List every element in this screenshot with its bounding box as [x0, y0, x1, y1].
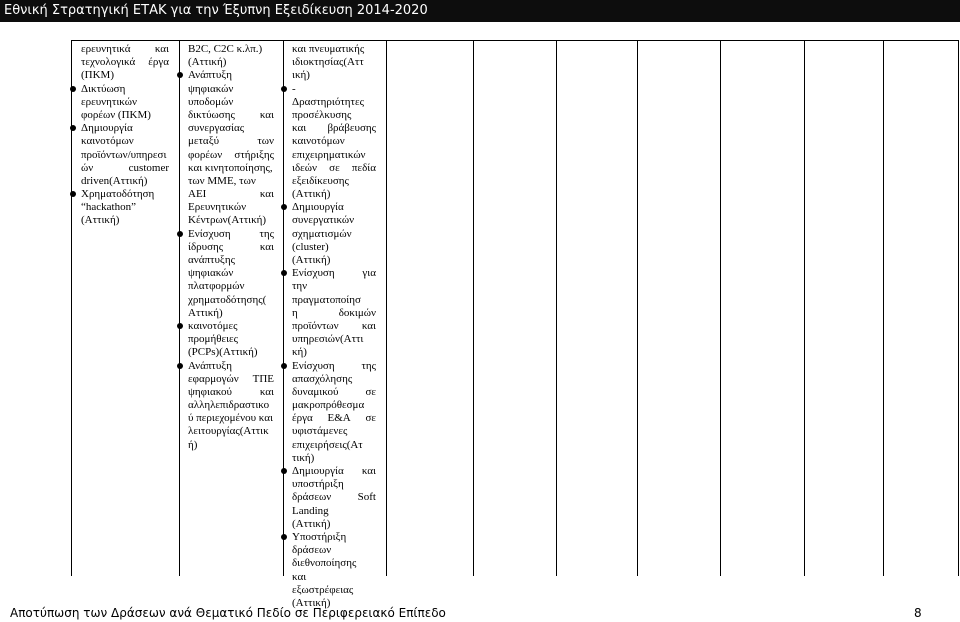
- cell-text: των: [257, 135, 274, 148]
- column-divider: [637, 40, 638, 576]
- cell-text-line: [292, 96, 376, 109]
- table-cell-column-3: [292, 43, 376, 610]
- cell-text: μακροπρόθεσμα: [292, 399, 365, 412]
- cell-text-line: [292, 43, 376, 56]
- column-divider: [179, 40, 180, 576]
- cell-text: Ενίσχυση: [292, 359, 335, 372]
- cell-text-line: [292, 241, 376, 254]
- cell-text-line: [81, 43, 169, 56]
- cell-text: των ΜΜΕ, των: [188, 174, 256, 187]
- cell-text: ύ περιεχομένου και: [188, 412, 273, 425]
- cell-text-line: [81, 135, 169, 148]
- cell-text: (Αττική): [188, 56, 227, 69]
- cell-text-line: [188, 228, 274, 241]
- cell-text-line: [188, 267, 274, 280]
- cell-text: ιδεών: [292, 161, 317, 174]
- cell-text: δυναμικού: [292, 385, 339, 398]
- document-title: Εθνική Στρατηγική ΕΤΑΚ για την Έξυπνη Εξειδίκευση 2014-2020: [4, 3, 428, 18]
- cell-text-line: [188, 201, 274, 214]
- table-top-border: [71, 40, 959, 41]
- cell-text: καινοτόμων: [81, 135, 134, 148]
- cell-text: Χρηματοδότηση: [81, 188, 155, 201]
- cell-text: ών: [81, 161, 94, 174]
- cell-text-line: [292, 478, 376, 491]
- cell-text-line: [188, 294, 274, 307]
- column-divider: [958, 40, 959, 576]
- cell-text: Υποστήριξη: [292, 530, 347, 543]
- cell-text: Αττική): [188, 306, 223, 319]
- bullet-icon: [281, 363, 287, 369]
- cell-text: την: [292, 280, 308, 293]
- cell-text: πεδία: [351, 161, 376, 174]
- cell-text: ή): [188, 438, 198, 451]
- cell-text: Δραστηριότητες: [292, 95, 364, 108]
- bullet-icon: [177, 323, 183, 329]
- cell-text-line: [188, 135, 274, 148]
- cell-text-line: [188, 399, 274, 412]
- cell-text: δράσεων: [292, 491, 332, 504]
- cell-text-line: [292, 584, 376, 597]
- cell-text-line: [188, 346, 274, 359]
- cell-text-line: [292, 399, 376, 412]
- column-divider: [71, 40, 72, 576]
- cell-text: (Αττική): [292, 596, 331, 609]
- cell-text: υποδομών: [188, 95, 234, 108]
- bullet-icon: [281, 204, 287, 210]
- cell-text-line: [188, 109, 274, 122]
- cell-text-line: [292, 425, 376, 438]
- cell-text-line: [81, 122, 169, 135]
- cell-text: έργα: [148, 56, 169, 69]
- cell-text-line: [292, 439, 376, 452]
- cell-text: Soft: [357, 491, 376, 504]
- bullet-icon: [70, 86, 76, 92]
- cell-text-line: [292, 320, 376, 333]
- cell-text: ιδιοκτησίας(Αττ: [292, 56, 364, 69]
- cell-text: κή): [292, 346, 307, 359]
- cell-text: driven(Αττική): [81, 174, 148, 187]
- cell-text: η: [292, 306, 298, 319]
- cell-text-line: [292, 307, 376, 320]
- cell-text: Δημιουργία: [292, 201, 344, 214]
- cell-text: customer: [128, 161, 169, 174]
- cell-text: και: [292, 570, 307, 583]
- cell-text-line: [292, 280, 376, 293]
- cell-text: Κέντρων(Αττική): [188, 214, 267, 227]
- cell-text: της: [259, 227, 274, 240]
- cell-text-line: [188, 241, 274, 254]
- cell-text: εφαρμογών: [188, 372, 239, 385]
- cell-text-line: [292, 254, 376, 267]
- cell-text: καινοτόμων: [292, 135, 345, 148]
- cell-text: -: [292, 82, 296, 95]
- cell-text-line: [81, 56, 169, 69]
- cell-text: φορέων: [188, 148, 223, 161]
- cell-text: επιχειρήσεις(Ατ: [292, 438, 363, 451]
- bullet-icon: [70, 125, 76, 131]
- cell-text: ίδρυσης: [188, 240, 224, 253]
- cell-text: υποστήριξη: [292, 478, 344, 491]
- cell-text: σε: [365, 385, 376, 398]
- cell-text-line: [188, 360, 274, 373]
- cell-text-line: [292, 135, 376, 148]
- cell-text: “hackathon”: [81, 201, 136, 214]
- cell-text-line: [292, 373, 376, 386]
- cell-text: και: [292, 122, 307, 135]
- cell-text: λειτουργίας(Αττικ: [188, 425, 269, 438]
- cell-text-line: [292, 452, 376, 465]
- column-divider: [720, 40, 721, 576]
- actions-table: [71, 40, 959, 609]
- table-cell-column-1: [81, 43, 169, 228]
- cell-text: Ενίσχυση: [188, 227, 231, 240]
- cell-text-line: [292, 162, 376, 175]
- cell-text-line: [81, 149, 169, 162]
- cell-text: χρηματοδότησης(: [188, 293, 267, 306]
- footer-caption: Αποτύπωση των Δράσεων ανά Θεματικό Πεδίο σε Περιφερειακό Επίπεδο: [10, 606, 446, 620]
- cell-text-line: [188, 439, 274, 452]
- column-divider: [883, 40, 884, 576]
- cell-text-line: [81, 214, 169, 227]
- cell-text: τική): [292, 451, 315, 464]
- cell-text: για: [362, 267, 376, 280]
- cell-text-line: [188, 333, 274, 346]
- cell-text: και: [259, 240, 274, 253]
- cell-text: Ερευνητικών: [188, 201, 247, 214]
- cell-text: (Αττική): [292, 254, 331, 266]
- cell-text-line: [292, 518, 376, 531]
- cell-text: υφιστάμενες: [292, 425, 348, 438]
- cell-text-line: [188, 162, 274, 175]
- cell-text: προμήθειες: [188, 333, 239, 346]
- cell-text: Δημιουργία: [81, 122, 133, 135]
- cell-text: προσέλκυσης: [292, 108, 352, 121]
- cell-text: μεταξύ: [188, 135, 220, 148]
- cell-text-line: [188, 412, 274, 425]
- cell-text-line: [292, 122, 376, 135]
- bullet-icon: [70, 191, 76, 197]
- cell-text: και: [361, 465, 376, 477]
- column-divider: [804, 40, 805, 576]
- cell-text: (ΠΚΜ): [81, 69, 114, 82]
- bullet-icon: [281, 270, 287, 276]
- cell-text: προϊόντων/υπηρεσι: [81, 148, 167, 161]
- cell-text-line: [292, 175, 376, 188]
- cell-text: στήριξης: [234, 148, 274, 161]
- cell-text-line: [81, 201, 169, 214]
- cell-text-line: [292, 149, 376, 162]
- cell-text-line: [81, 188, 169, 201]
- column-divider: [473, 40, 474, 576]
- cell-text-line: [81, 109, 169, 122]
- cell-text-line: [188, 386, 274, 399]
- cell-text: και πνευματικής: [292, 43, 365, 55]
- cell-text: Δημιουργία: [292, 465, 344, 477]
- cell-text: δράσεων: [292, 544, 332, 557]
- cell-text-line: [292, 201, 376, 214]
- cell-text: υπηρεσιών(Αττι: [292, 333, 364, 346]
- cell-text: ψηφιακού: [188, 385, 232, 398]
- cell-text-line: [292, 346, 376, 359]
- table-cell-column-2: [188, 43, 274, 452]
- cell-text: (Αττική): [292, 188, 331, 201]
- cell-text-line: [81, 83, 169, 96]
- bullet-icon: [177, 72, 183, 78]
- cell-text: Landing: [292, 504, 329, 517]
- cell-text-line: [188, 280, 274, 293]
- cell-text: της: [361, 359, 376, 372]
- cell-text-line: [188, 149, 274, 162]
- bullet-icon: [177, 231, 183, 237]
- cell-text-line: [188, 69, 274, 82]
- cell-text: ΤΠΕ: [252, 372, 274, 385]
- bullet-icon: [281, 468, 287, 474]
- cell-text: εξειδίκευσης: [292, 174, 349, 187]
- cell-text-line: [292, 83, 376, 96]
- cell-text-line: [292, 294, 376, 307]
- cell-text-line: [292, 412, 376, 425]
- cell-text: συνεργατικών: [292, 214, 355, 227]
- cell-text: δοκιμών: [338, 306, 376, 319]
- cell-text-line: [292, 56, 376, 69]
- cell-text: ανάπτυξης: [188, 254, 235, 266]
- bullet-icon: [281, 86, 287, 92]
- cell-text: καινοτόμες: [188, 319, 238, 332]
- cell-text: ψηφιακών: [188, 82, 234, 95]
- cell-text-line: [292, 505, 376, 518]
- cell-text-line: [292, 109, 376, 122]
- bullet-icon: [177, 363, 183, 369]
- cell-text: (cluster): [292, 240, 329, 253]
- cell-text: και: [154, 43, 169, 55]
- column-divider: [386, 40, 387, 576]
- cell-text: Ενίσχυση: [292, 267, 335, 280]
- cell-text: εξωστρέφειας: [292, 583, 354, 596]
- cell-text: Ανάπτυξη: [188, 359, 232, 372]
- cell-text-line: [292, 491, 376, 504]
- cell-text-line: [292, 544, 376, 557]
- cell-text-line: [81, 69, 169, 82]
- cell-text: πλατφορμών: [188, 280, 245, 293]
- cell-text-line: [292, 465, 376, 478]
- cell-text-line: [188, 425, 274, 438]
- cell-text: (Αττική): [292, 517, 331, 530]
- cell-text-line: [188, 320, 274, 333]
- cell-text-line: [188, 373, 274, 386]
- cell-text-line: [188, 188, 274, 201]
- cell-text: αλληλεπιδραστικο: [188, 399, 270, 412]
- cell-text: φορέων (ΠΚΜ): [81, 108, 151, 121]
- cell-text: σε: [329, 161, 340, 174]
- cell-text-line: [188, 96, 274, 109]
- cell-text-line: [188, 43, 274, 56]
- cell-text: σχηματισμών: [292, 227, 352, 240]
- cell-text: έργα: [292, 412, 313, 425]
- cell-text: τεχνολογικά: [81, 56, 136, 69]
- cell-text-line: [188, 175, 274, 188]
- cell-text-line: [292, 267, 376, 280]
- cell-text: και κινητοποίησης,: [188, 161, 273, 174]
- cell-text-line: [188, 56, 274, 69]
- cell-text-line: [292, 557, 376, 570]
- cell-text-line: [292, 333, 376, 346]
- cell-text: δικτύωσης: [188, 108, 235, 121]
- cell-text: Δικτύωση: [81, 82, 126, 95]
- cell-text-line: [188, 307, 274, 320]
- cell-text-line: [292, 69, 376, 82]
- cell-text-line: [81, 175, 169, 188]
- cell-text: Ανάπτυξη: [188, 69, 232, 82]
- cell-text-line: [292, 228, 376, 241]
- cell-text: σε: [365, 412, 376, 425]
- page-number: 8: [914, 606, 922, 620]
- column-divider: [556, 40, 557, 576]
- bullet-icon: [281, 534, 287, 540]
- cell-text-line: [292, 214, 376, 227]
- cell-text: ψηφιακών: [188, 267, 234, 280]
- cell-text-line: [292, 188, 376, 201]
- cell-text: Ε&Α: [327, 412, 351, 425]
- cell-text: ΑΕΙ: [188, 188, 207, 201]
- cell-text: B2C, C2C κ.λπ.): [188, 43, 263, 55]
- cell-text: απασχόλησης: [292, 372, 353, 385]
- cell-text: διεθνοποίησης: [292, 557, 357, 570]
- cell-text-line: [292, 386, 376, 399]
- cell-text: και: [259, 108, 274, 121]
- cell-text: ική): [292, 69, 310, 82]
- cell-text-line: [188, 254, 274, 267]
- cell-text: ερευνητικών: [81, 95, 137, 108]
- cell-text: προϊόντων: [292, 319, 339, 332]
- cell-text: και: [259, 188, 274, 201]
- cell-text: επιχειρηματικών: [292, 148, 366, 161]
- cell-text: συνεργασίας: [188, 122, 245, 135]
- header-bar: [0, 0, 960, 22]
- cell-text-line: [292, 360, 376, 373]
- cell-text: (Αττική): [81, 214, 120, 227]
- cell-text-line: [188, 83, 274, 96]
- cell-text-line: [81, 162, 169, 175]
- cell-text-line: [292, 531, 376, 544]
- cell-text-line: [81, 96, 169, 109]
- cell-text-line: [292, 571, 376, 584]
- cell-text: πραγματοποίησ: [292, 293, 361, 306]
- column-divider: [283, 40, 284, 576]
- cell-text: βράβευσης: [327, 122, 376, 135]
- cell-text: και: [259, 385, 274, 398]
- cell-text-line: [188, 122, 274, 135]
- cell-text: και: [361, 319, 376, 332]
- cell-text: (PCPs)(Αττική): [188, 346, 258, 359]
- cell-text: ερευνητικά: [81, 43, 131, 55]
- cell-text-line: [188, 214, 274, 227]
